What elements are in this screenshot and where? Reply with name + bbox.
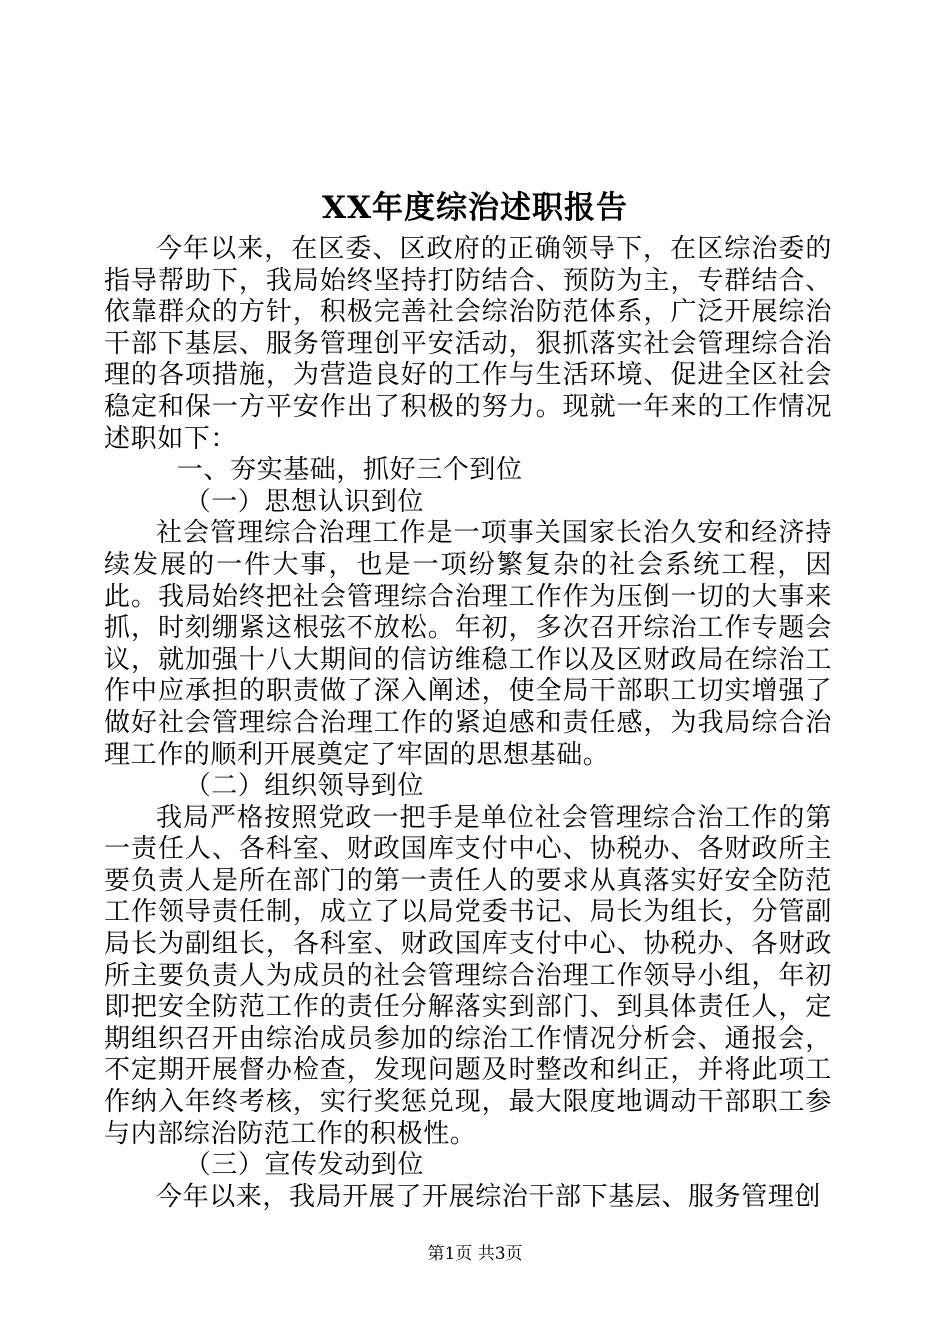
paragraph-organization: 我局严格按照党政一把手是单位社会管理综合治工作的第一责任人、各科室、财政国库支付中心、协税办、各财政所主要负责人是所在部门的第一责任人的要求从真落实好安全防范工作领导责任制，成立了以局党委书记、局长为组长，分管副局长为副组长，各科室、财政国库支付中心、协税办、各财政所主要负责人为成员的社会管理综合治理工作领导小组，年初即把安全防范工作的责任分解落实到部门、到具体责任人，定期组织召开由综治成员参加的综治工作情况分析会、通报会，不定期开展督办检查，发现问题及时整改和纠正，并将此项工作纳入年终考核，实行奖惩兑现，最大限度地调动干部职工参与内部综治防范工作的积极性。 xyxy=(104,802,832,1149)
paragraph-publicity: 今年以来，我局开展了开展综治干部下基层、服务管理创 xyxy=(156,1181,822,1212)
paragraph-intro: 今年以来，在区委、区政府的正确领导下，在区综治委的指导帮助下，我局始终坚持打防结合、预防为主，专群结合、依靠群众的方针，积极完善社会综治防范体系，广泛开展综治干部下基层、服务管理创平安活动，狠抓落实社会管理综合治理的各项措施，为营造良好的工作与生活环境、促进全区社会稳定和保一方平安作出了积极的努力。现就一年来的工作情况述职如下： xyxy=(104,234,832,454)
subsection-heading-2: （二）组织领导到位 xyxy=(184,771,424,802)
document-body xyxy=(104,234,832,1213)
subsection-heading-1: （一）思想认识到位 xyxy=(184,486,424,517)
paragraph-thinking: 社会管理综合治理工作是一项事关国家长治久安和经济持续发展的一件大事，也是一项纷繁复杂的社会系统工程，因此。我局始终把社会管理综合治理工作作为压倒一切的大事来抓，时刻绷紧这根弦不放松。年初，多次召开综治工作专题会议，就加强十八大期间的信访维稳工作以及区财政局在综治工作中应承担的职责做了深入阐述，使全局干部职工切实增强了做好社会管理综合治理工作的紧迫感和责任感，为我局综合治理工作的顺利开展奠定了牢固的思想基础。 xyxy=(104,518,832,770)
document-title: XX年度综治述职报告 xyxy=(321,190,629,226)
page-number-footer: 第1页 共3页 xyxy=(427,1244,523,1264)
section-heading-1: 一、夯实基础，抓好三个到位 xyxy=(176,455,523,486)
subsection-heading-3: （三）宣传发动到位 xyxy=(184,1150,424,1181)
